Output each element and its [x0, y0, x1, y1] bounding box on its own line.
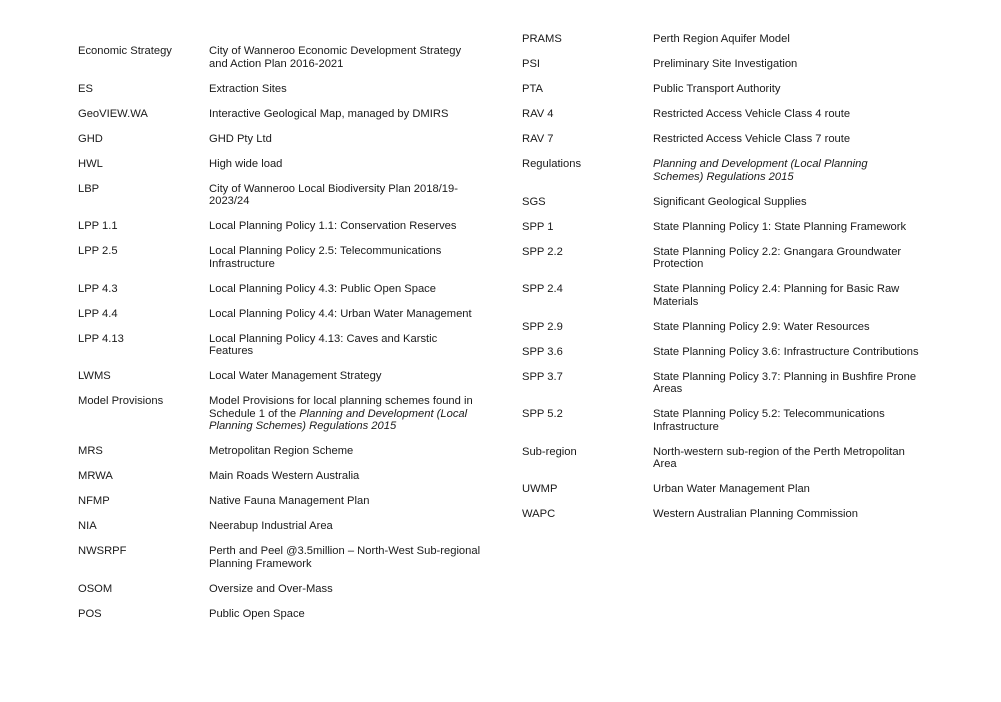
- glossary-term: OSOM: [78, 582, 113, 595]
- glossary-row: [78, 470, 498, 483]
- glossary-definition: [653, 158, 921, 183]
- glossary-term: GeoVIEW.WA: [78, 107, 148, 120]
- definition-text: State Planning Policy 2.2: Gnangara Groundwater Protection: [653, 245, 902, 270]
- glossary-row: [522, 83, 942, 96]
- definition-italic-text: Planning and Development (Local Planning Schemes) Regulations 2015: [209, 407, 468, 432]
- definition-text: City of Wanneroo Economic Development Strategy and Action Plan 2016-2021: [209, 45, 462, 70]
- definition-text: State Planning Policy 1: State Planning Framework: [653, 220, 907, 233]
- glossary-row: [78, 608, 498, 621]
- glossary-term: ES: [78, 82, 93, 95]
- glossary-term: PTA: [522, 83, 543, 95]
- definition-text: Urban Water Management Plan: [653, 483, 810, 495]
- glossary-definition: [653, 108, 921, 121]
- glossary-row: [78, 220, 498, 233]
- glossary-row: [78, 183, 498, 208]
- glossary-row: [78, 158, 498, 171]
- glossary-row: [78, 245, 498, 270]
- definition-text: Native Fauna Management Plan: [209, 495, 370, 507]
- definition-text: Metropolitan Region Scheme: [209, 445, 354, 457]
- glossary-row: [522, 508, 942, 521]
- glossary-term: Sub-region: [522, 445, 577, 458]
- definition-text: Oversize and Over-Mass: [209, 582, 333, 595]
- glossary-term: PSI: [522, 58, 541, 70]
- glossary-term: LPP 2.5: [78, 245, 118, 257]
- definition-text: Interactive Geological Map, managed by DMIRS: [209, 107, 449, 120]
- definition-text: GHD Pty Ltd: [209, 132, 272, 145]
- definition-text: Neerabup Industrial Area: [209, 520, 333, 532]
- glossary-term: SPP 2.4: [522, 283, 563, 295]
- glossary-row: [522, 283, 942, 308]
- definition-text: North-western sub-region of the Perth Metropolitan Area: [653, 445, 905, 470]
- definition-text: Perth Region Aquifer Model: [653, 33, 790, 45]
- glossary-term: RAV 4: [522, 108, 554, 120]
- glossary-row: [522, 158, 942, 183]
- glossary-definition: [209, 445, 481, 458]
- glossary-row: [78, 308, 498, 321]
- definition-text: State Planning Policy 3.7: Planning in Bushfire Prone Areas: [653, 370, 917, 395]
- glossary-row: [522, 246, 942, 271]
- glossary-row: [78, 445, 498, 458]
- glossary-definition: [209, 608, 481, 621]
- definition-text: Local Planning Policy 4.3: Public Open Space: [209, 282, 437, 295]
- glossary-definition: [653, 83, 921, 96]
- glossary-definition: [653, 246, 921, 271]
- glossary-definition: [209, 108, 481, 121]
- glossary-definition: [209, 133, 481, 146]
- glossary-term: LWMS: [78, 370, 111, 382]
- glossary-term: NIA: [78, 520, 97, 532]
- definition-text: Local Planning Policy 1.1: Conservation Reserves: [209, 220, 457, 232]
- definition-text: Model Provisions for local planning schemes found in Schedule 1 of the: [209, 395, 473, 420]
- glossary-definition: [209, 370, 481, 383]
- definition-text: Significant Geological Supplies: [653, 195, 807, 208]
- glossary-row: [522, 221, 942, 234]
- glossary-row: [78, 45, 498, 70]
- glossary-definition: [653, 133, 921, 146]
- definition-text: State Planning Policy 2.9: Water Resources: [653, 320, 870, 333]
- definition-text: Extraction Sites: [209, 82, 287, 95]
- definition-text: State Planning Policy 2.4: Planning for Basic Raw Materials: [653, 283, 900, 308]
- glossary-definition: [209, 245, 481, 270]
- definition-text: State Planning Policy 5.2: Telecommunications Infrastructure: [653, 408, 885, 433]
- glossary-term: LPP 4.13: [78, 332, 124, 345]
- glossary-row: [522, 408, 942, 433]
- glossary-term: SPP 3.7: [522, 370, 563, 383]
- glossary-definition: [209, 45, 481, 70]
- glossary-term: SGS: [522, 195, 546, 208]
- glossary-term: POS: [78, 607, 102, 620]
- glossary-term: LBP: [78, 182, 100, 195]
- definition-italic-text: Planning and Development (Local Planning Schemes) Regulations 2015: [653, 158, 868, 183]
- glossary-definition: [653, 58, 921, 71]
- glossary-definition: [209, 83, 481, 96]
- glossary-term: GHD: [78, 132, 103, 145]
- glossary-term: SPP 2.2: [522, 245, 563, 258]
- glossary-definition: [209, 308, 481, 321]
- definition-text: Restricted Access Vehicle Class 4 route: [653, 108, 851, 120]
- glossary-definition: [653, 346, 921, 359]
- glossary-row: [78, 333, 498, 358]
- glossary-term: NFMP: [78, 495, 110, 507]
- definition-text: Public Transport Authority: [653, 83, 781, 95]
- glossary-term: Economic Strategy: [78, 45, 172, 57]
- glossary-term: UWMP: [522, 483, 558, 495]
- definition-text: Restricted Access Vehicle Class 7 route: [653, 133, 851, 145]
- definition-text: Public Open Space: [209, 607, 305, 620]
- glossary-term: SPP 2.9: [522, 320, 563, 333]
- definition-text: Local Planning Policy 4.4: Urban Water Management: [209, 307, 472, 320]
- glossary-term: LPP 4.3: [78, 282, 118, 295]
- glossary-row: [78, 545, 498, 570]
- definition-text: State Planning Policy 3.6: Infrastructure Contributions: [653, 345, 919, 358]
- definition-text: High wide load: [209, 157, 283, 170]
- glossary-row: [78, 83, 498, 96]
- glossary-definition: [209, 395, 481, 433]
- definition-text: Local Planning Policy 4.13: Caves and Karstic Features: [209, 332, 438, 357]
- glossary-term: MRWA: [78, 470, 113, 482]
- glossary-definition: [653, 283, 921, 308]
- glossary-term: LPP 1.1: [78, 220, 118, 232]
- glossary-definition: [209, 495, 481, 508]
- glossary-term: Model Provisions: [78, 395, 164, 407]
- glossary-row: [522, 133, 942, 146]
- glossary-term: Regulations: [522, 158, 582, 170]
- definition-text: Local Planning Policy 2.5: Telecommunications Infrastructure: [209, 245, 442, 270]
- definition-text: City of Wanneroo Local Biodiversity Plan 2018/19-2023/24: [209, 182, 458, 207]
- glossary-term: SPP 5.2: [522, 408, 563, 420]
- glossary-row: [522, 371, 942, 396]
- glossary-definition: [209, 520, 481, 533]
- definition-text: Local Water Management Strategy: [209, 370, 382, 382]
- definition-text: Main Roads Western Australia: [209, 470, 360, 482]
- glossary-definition: [653, 321, 921, 334]
- glossary-term: WAPC: [522, 508, 556, 520]
- glossary-definition: [653, 408, 921, 433]
- glossary-definition: [653, 483, 921, 496]
- glossary-left-column: [78, 45, 498, 633]
- glossary-row: [522, 196, 942, 209]
- glossary-definition: [209, 583, 481, 596]
- definition-text: Perth and Peel @3.5million – North-West Sub-regional Planning Framework: [209, 545, 481, 570]
- glossary-row: [78, 108, 498, 121]
- glossary-definition: [209, 220, 481, 233]
- glossary-row: [78, 495, 498, 508]
- glossary-definition: [653, 446, 921, 471]
- glossary-row: [78, 520, 498, 533]
- glossary-definition: [653, 221, 921, 234]
- glossary-term: HWL: [78, 157, 103, 170]
- glossary-definition: [209, 545, 481, 570]
- glossary-term: SPP 3.6: [522, 345, 563, 358]
- glossary-definition: [653, 196, 921, 209]
- glossary-row: [78, 395, 498, 433]
- glossary-term: PRAMS: [522, 33, 562, 45]
- glossary-row: [522, 446, 942, 471]
- glossary-definition: [209, 283, 481, 296]
- glossary-definition: [653, 371, 921, 396]
- glossary-term: SPP 1: [522, 220, 554, 233]
- glossary-definition: [209, 470, 481, 483]
- definition-text: Western Australian Planning Commission: [653, 508, 858, 520]
- definition-text: Preliminary Site Investigation: [653, 58, 798, 70]
- glossary-row: [78, 133, 498, 146]
- glossary-row: [522, 58, 942, 71]
- glossary-row: [522, 321, 942, 334]
- glossary-row: [78, 283, 498, 296]
- glossary-row: [78, 370, 498, 383]
- glossary-definition: [209, 333, 481, 358]
- glossary-definition: [209, 183, 481, 208]
- glossary-row: [522, 33, 942, 46]
- glossary-definition: [653, 33, 921, 46]
- glossary-right-column: [522, 33, 942, 533]
- glossary-term: LPP 4.4: [78, 307, 118, 320]
- glossary-definition: [653, 508, 921, 521]
- glossary-definition: [209, 158, 481, 171]
- glossary-row: [522, 483, 942, 496]
- glossary-row: [522, 108, 942, 121]
- glossary-term: NWSRPF: [78, 545, 127, 557]
- glossary-row: [78, 583, 498, 596]
- glossary-term: RAV 7: [522, 133, 554, 145]
- glossary-term: MRS: [78, 445, 103, 457]
- glossary-row: [522, 346, 942, 359]
